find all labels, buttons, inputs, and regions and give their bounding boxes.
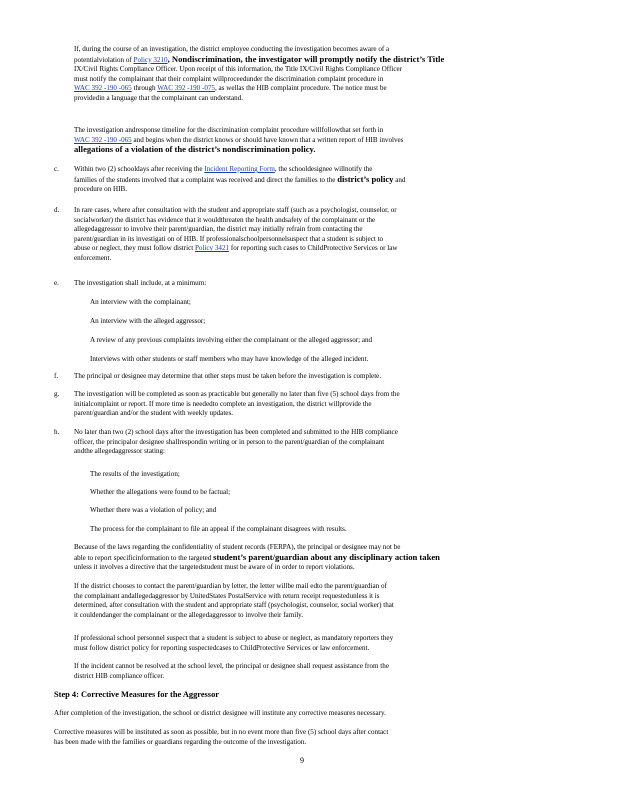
text-line: initialcomplaint or report. If more time is neededto complete an investigation, the district willprovide the — [74, 399, 372, 408]
text-segment: , Nondiscrimination, the investigator will promptly notify the district’s Title — [167, 53, 445, 64]
text-line: must notify the complainant that their complaint willproceedunder the discrimination complaint procedure in — [74, 74, 384, 83]
item-label-d: d. — [54, 206, 60, 214]
text-line — [74, 244, 564, 254]
text-segment: Within two (2) schooldays after receiving the — [74, 165, 205, 173]
list-item: The process for the complainant to file an appeal if the complainant disagrees with results. — [90, 525, 347, 533]
text-segment: and — [393, 175, 406, 184]
item-c — [74, 165, 564, 195]
wac-065-link[interactable]: WAC 392 -190 -065 — [74, 84, 132, 93]
list-item: An interview with the alleged aggressor; — [90, 317, 206, 325]
paragraph-title-ix-notice — [74, 45, 564, 104]
paragraph-ferpa — [74, 543, 566, 573]
text-line — [74, 165, 564, 175]
text-line: allegedaggressor to involve their parent/guardian, the district may initially refrain from contacting the — [74, 225, 363, 234]
text-line: determined, after consultation with the student and appropriate staff (psychologist, counselor, social worker) that — [74, 601, 394, 610]
text-line: officer, the principalor designee shallrespondin writing or in person to the parent/guardian of the complainant — [74, 437, 385, 446]
item-h — [74, 428, 564, 457]
text-line: parent/guardian in its investigati on of HIB. If professionalschoolpersonnelsuspect that a student is subject to — [74, 234, 384, 243]
text-segment: for reporting such cases to ChildProtective Services or law — [229, 244, 398, 253]
text-segment: families of the students involved that a complaint was received and direct the families to the — [74, 175, 338, 184]
text-line — [74, 55, 564, 66]
list-item: Whether there was a violation of policy; and — [90, 506, 217, 514]
text-line: providedin a language that the complainant can understand. — [74, 93, 244, 102]
item-g — [74, 390, 564, 419]
step-4-paragraph-2 — [54, 728, 566, 747]
text-segment: student’s parent/guardian about any disciplinary action taken — [213, 551, 440, 562]
list-item: The results of the investigation; — [90, 470, 180, 478]
item-e-intro: The investigation shall include, at a minimum: — [74, 279, 207, 287]
text-line: parent/guardian and/or the student with weekly updates. — [74, 409, 233, 418]
text-segment: able to report specificinformation to the targeted — [74, 553, 214, 562]
text-line: The investigation andresponse timeline for the discrimination complaint procedure willfollowthat set forth in — [74, 126, 384, 134]
text-line: andthe allegedaggressor stating: — [74, 447, 166, 456]
text-segment: potentialviolation of — [74, 55, 134, 64]
item-label-h: h. — [54, 428, 60, 436]
text-line: If, during the course of an investigation, the district employee conducting the investigation becomes aware of a — [74, 45, 390, 53]
text-line: In rare cases, where after consultation with the student and appropriate staff (such as a psychologist, counselor, or — [74, 206, 397, 214]
policy-3421-link[interactable]: Policy 3421 — [194, 244, 230, 253]
paragraph-letter — [74, 582, 566, 620]
text-line: If professional school personnel suspect that a student is subject to abuse or neglect, as mandatory reporters they — [74, 634, 394, 642]
text-line: IX/Civil Rights Compliance Officer. Upon receipt of this information, the Title IX/Civil Rights Compliance Officer — [74, 65, 402, 74]
item-d — [74, 206, 564, 264]
text-line: enforcement. — [74, 253, 112, 262]
item-f: The principal or designee may determine that other steps must be taken before the investigation is complete. — [74, 372, 382, 380]
item-label-e: e. — [54, 279, 59, 287]
list-item: Interviews with other students or staff members who may have knowledge of the alleged incident. — [90, 355, 369, 363]
incident-reporting-form-link[interactable]: Incident Reporting Form — [204, 165, 275, 173]
text-segment: district’s policy — [337, 173, 394, 184]
text-line: has been made with the families or guardians regarding the outcome of the investigation. — [54, 737, 307, 746]
text-line: procedure on HIB. — [74, 185, 127, 194]
wac-065-link[interactable]: WAC 392 -190 -065 — [74, 135, 132, 144]
text-segment: through — [131, 84, 158, 93]
text-line: Corrective measures will be instituted as soon as possible, but in no event more than five (5) school days after contact — [54, 728, 389, 736]
text-line — [74, 84, 564, 94]
policy-3210-link[interactable]: Policy 3210 — [133, 55, 168, 64]
text-line: The investigation will be completed as soon as practicable but generally no later than five (5) school days from the — [74, 390, 400, 398]
paragraph-escalation — [74, 662, 566, 681]
text-line: it couldendanger the complainant or the allegedaggressor to involve their family. — [74, 610, 304, 619]
text-segment: and begins when the district knows or should have known that a written report of HIB involves — [131, 135, 404, 144]
text-line: the complainant andallegedaggressor by UnitedStates PostalService with return receipt requestedunless it is — [74, 591, 380, 600]
text-line: district HIB compliance officer. — [74, 671, 165, 680]
section-heading-step-4: Step 4: Corrective Measures for the Aggressor — [54, 690, 219, 699]
text-line: socialworker) the district has evidence that it wouldthreaten the health andsafety of the complainant or the — [74, 215, 376, 224]
text-line: If the district chooses to contact the parent/guardian by letter, the letter willbe mail edto the parent/guardian of — [74, 582, 387, 590]
text-segment: , as wellas the HIB complaint procedure. The notice must be — [214, 84, 387, 93]
text-line: allegations of a violation of the district’s nondiscrimination policy. — [74, 144, 316, 155]
item-label-g: g. — [54, 390, 60, 398]
paragraph-mandatory-reporters — [74, 634, 566, 653]
text-line: If the incident cannot be resolved at the school level, the principal or designee shall request assistance from the — [74, 662, 389, 670]
text-line: No later than two (2) school days after the investigation has been completed and submitted to the HIB compliance — [74, 428, 398, 436]
text-line — [74, 553, 566, 564]
text-line: unless it involves a directive that the targetedstudent must be aware of in order to report violations. — [74, 563, 355, 572]
page-number: 9 — [300, 756, 304, 765]
text-line — [74, 175, 564, 186]
list-item: Whether the allegations were found to be factual; — [90, 488, 231, 496]
text-segment: abuse or neglect, they must follow district — [74, 244, 195, 253]
list-item: An interview with the complainant; — [90, 298, 191, 306]
item-label-f: f. — [54, 372, 59, 380]
item-label-c: c. — [54, 165, 59, 173]
paragraph-timeline — [74, 126, 564, 155]
wac-075-link[interactable]: WAC 392 -190 -075 — [157, 84, 215, 93]
step-4-paragraph-1: After completion of the investigation, the school or district designee will institute any corrective measures necessary. — [54, 709, 386, 717]
text-line: Because of the laws regarding the confidentiality of student records (FERPA), the principal or designee may not be — [74, 543, 401, 551]
text-segment: , the schooldesignee willnotify the — [274, 165, 373, 173]
text-line: must follow district policy for reporting suspectedcases to ChildProtective Services or law enforcement. — [74, 643, 370, 652]
list-item: A review of any previous complaints involving either the complainant or the alleged aggressor; and — [90, 336, 373, 344]
